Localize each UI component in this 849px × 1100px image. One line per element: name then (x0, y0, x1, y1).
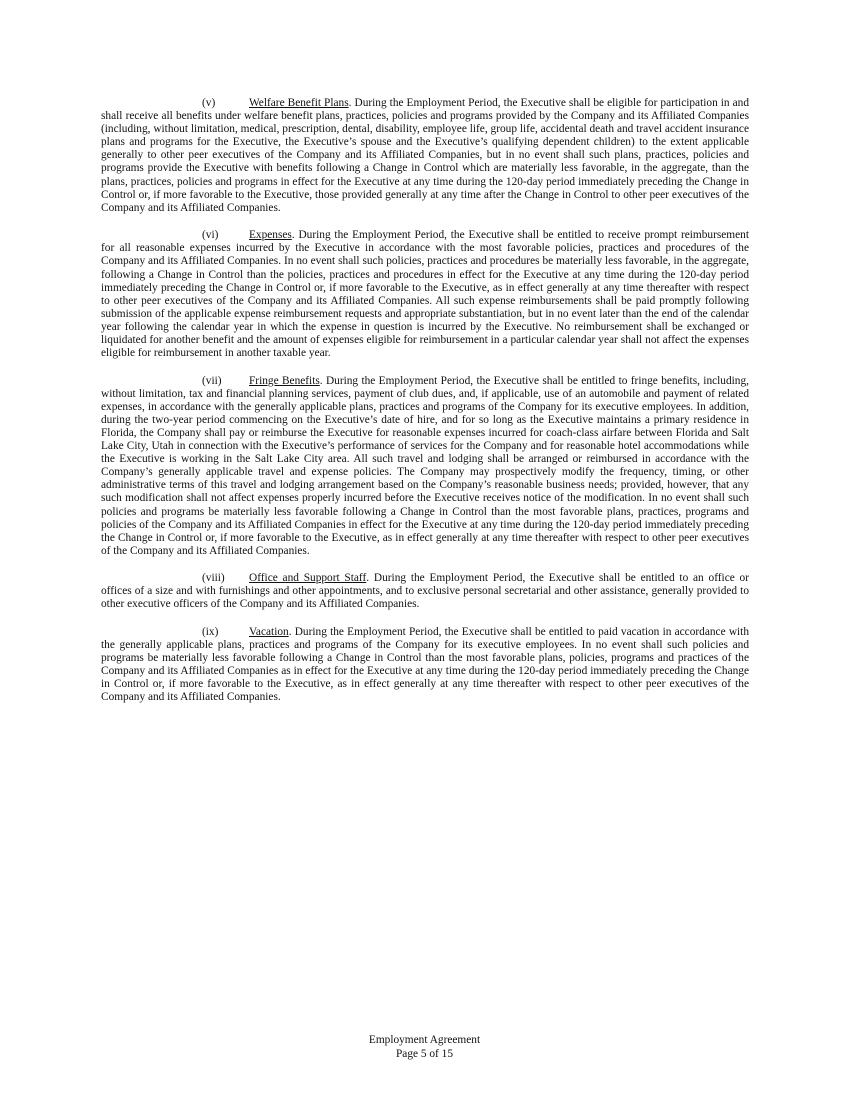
section-number: (v) (202, 97, 216, 109)
document-body (101, 97, 749, 719)
section-expenses (101, 229, 749, 360)
section-heading: Welfare Benefit Plans (249, 97, 349, 109)
section-text: . During the Employment Period, the Executive shall be eligible for participation in and shall receive all benefits under welfare benefit plans, practices, policies and programs provided by the Company and its Affiliated Companies (including, without limitation, medical, prescription, dental, disability, employee life, group life, accidental death and travel accident insurance plans and programs for the Executive, the Executive’s spouse and the Executive’s qualifying dependent children) to the extent applicable generally to other peer executives of the Company and its Affiliated Companies, but in no event shall such plans, practices, policies and programs provide the Executive with benefits following a Change in Control which are materially less favorable, in the aggregate, than the plans, practices, policies and programs in effect for the Executive at any time during the 120-day period immediately preceding the Change in Control or, if more favorable to the Executive, those provided generally at any time after the Change in Control to other peer executives of the Company and its Affiliated Companies. (101, 97, 749, 214)
section-number: (vii) (202, 374, 222, 387)
section-heading: Office and Support Staff (249, 572, 367, 585)
section-heading: Expenses (249, 229, 292, 242)
section-office-and-support-staff (101, 572, 749, 611)
section-text: . During the Employment Period, the Executive shall be entitled to an office or offices of a size and with furnishings and other appointments, and to exclusive personal secretarial and other assistance, generally provided to other executive officers of the Company and its Affiliated Companies. (101, 572, 749, 611)
section-heading: Vacation (249, 625, 289, 638)
page-footer (0, 1034, 849, 1061)
section-number: (vi) (202, 229, 219, 242)
section-text: . During the Employment Period, the Executive shall be entitled to paid vacation in accordance with the generally applicable plans, practices and programs of the Company for its executive employees. In no event shall such policies and programs be materially less favorable following a Change in Control than the most favorable plans, policies, programs and practices of the Company and its Affiliated Companies as in effect for the Executive at any time during the 120-day period immediately preceding the Change in Control or, if more favorable to the Executive, as in effect generally at any time thereafter with respect to other peer executives of the Company and its Affiliated Companies. (101, 625, 749, 704)
section-text: . During the Employment Period, the Executive shall be entitled to fringe benefits, including, without limitation, tax and financial planning services, payment of club dues, and, if applicable, use of an automobile and payment of related expenses, in accordance with the generally applicable plans, practices and programs of the Company for its executive employees. In addition, during the two-year period commencing on the Executive’s date of hire, and for so long as the Executive maintains a primary residence in Florida, the Company shall pay or reimburse the Executive for reasonable expenses incurred for coach-class airfare between Florida and Salt Lake City, Utah in connection with the Executive’s performance of services for the Company and for reasonable hotel accommodations while the Executive is working in the Salt Lake City area. All such travel and lodging shall be arranged or reimbursed in accordance with the Company’s generally applicable travel and expense policies. The Company may prospectively modify the frequency, timing, or other administrative terms of this travel and lodging arrangement based on the Company’s reasonable business needs; provided, however, that any such modification shall not affect expenses properly incurred before the Executive receives notice of the modification. In no event shall such policies and programs be materially less favorable following a Change in Control than the most favorable plans, practices, programs and policies of the Company and its Affiliated Companies in effect for the Executive at any time during the 120-day period immediately preceding the Change in Control or, if more favorable to the Executive, as in effect generally at any time thereafter with respect to other peer executives of the Company and its Affiliated Companies. (101, 374, 749, 557)
section-number: (viii) (202, 572, 225, 585)
section-text: . During the Employment Period, the Executive shall be entitled to receive prompt reimbursement for all reasonable expenses incurred by the Executive in accordance with the most favorable policies, practices and procedures of the Company and its Affiliated Companies. In no event shall such policies, practices and procedures be materially less favorable, in the aggregate, following a Change in Control than the policies, practices and procedures in effect for the Executive at any time during the 120-day period immediately preceding the Change in Control or, if more favorable to the Executive, as in effect generally at any time thereafter with respect to other peer executives of the Company and its Affiliated Companies. All such expense reimbursements shall be paid promptly following submission of the applicable expense reimbursement requests and appropriate substantiation, but in no event later than the end of the calendar year following the calendar year in which the expense in question is incurred by the Executive. No reimbursement shall be exchanged or liquidated for another benefit and the amount of expenses eligible for reimbursement in a particular calendar year shall not affect the expenses eligible for reimbursement in another taxable year. (101, 229, 749, 360)
section-fringe-benefits (101, 375, 749, 558)
section-number: (ix) (202, 625, 219, 638)
section-welfare-benefit-plans (101, 97, 749, 215)
page-number: Page 5 of 15 (395, 1047, 454, 1060)
footer-title: Employment Agreement (368, 1034, 481, 1046)
section-heading: Fringe Benefits (249, 374, 320, 387)
section-vacation (101, 626, 749, 705)
